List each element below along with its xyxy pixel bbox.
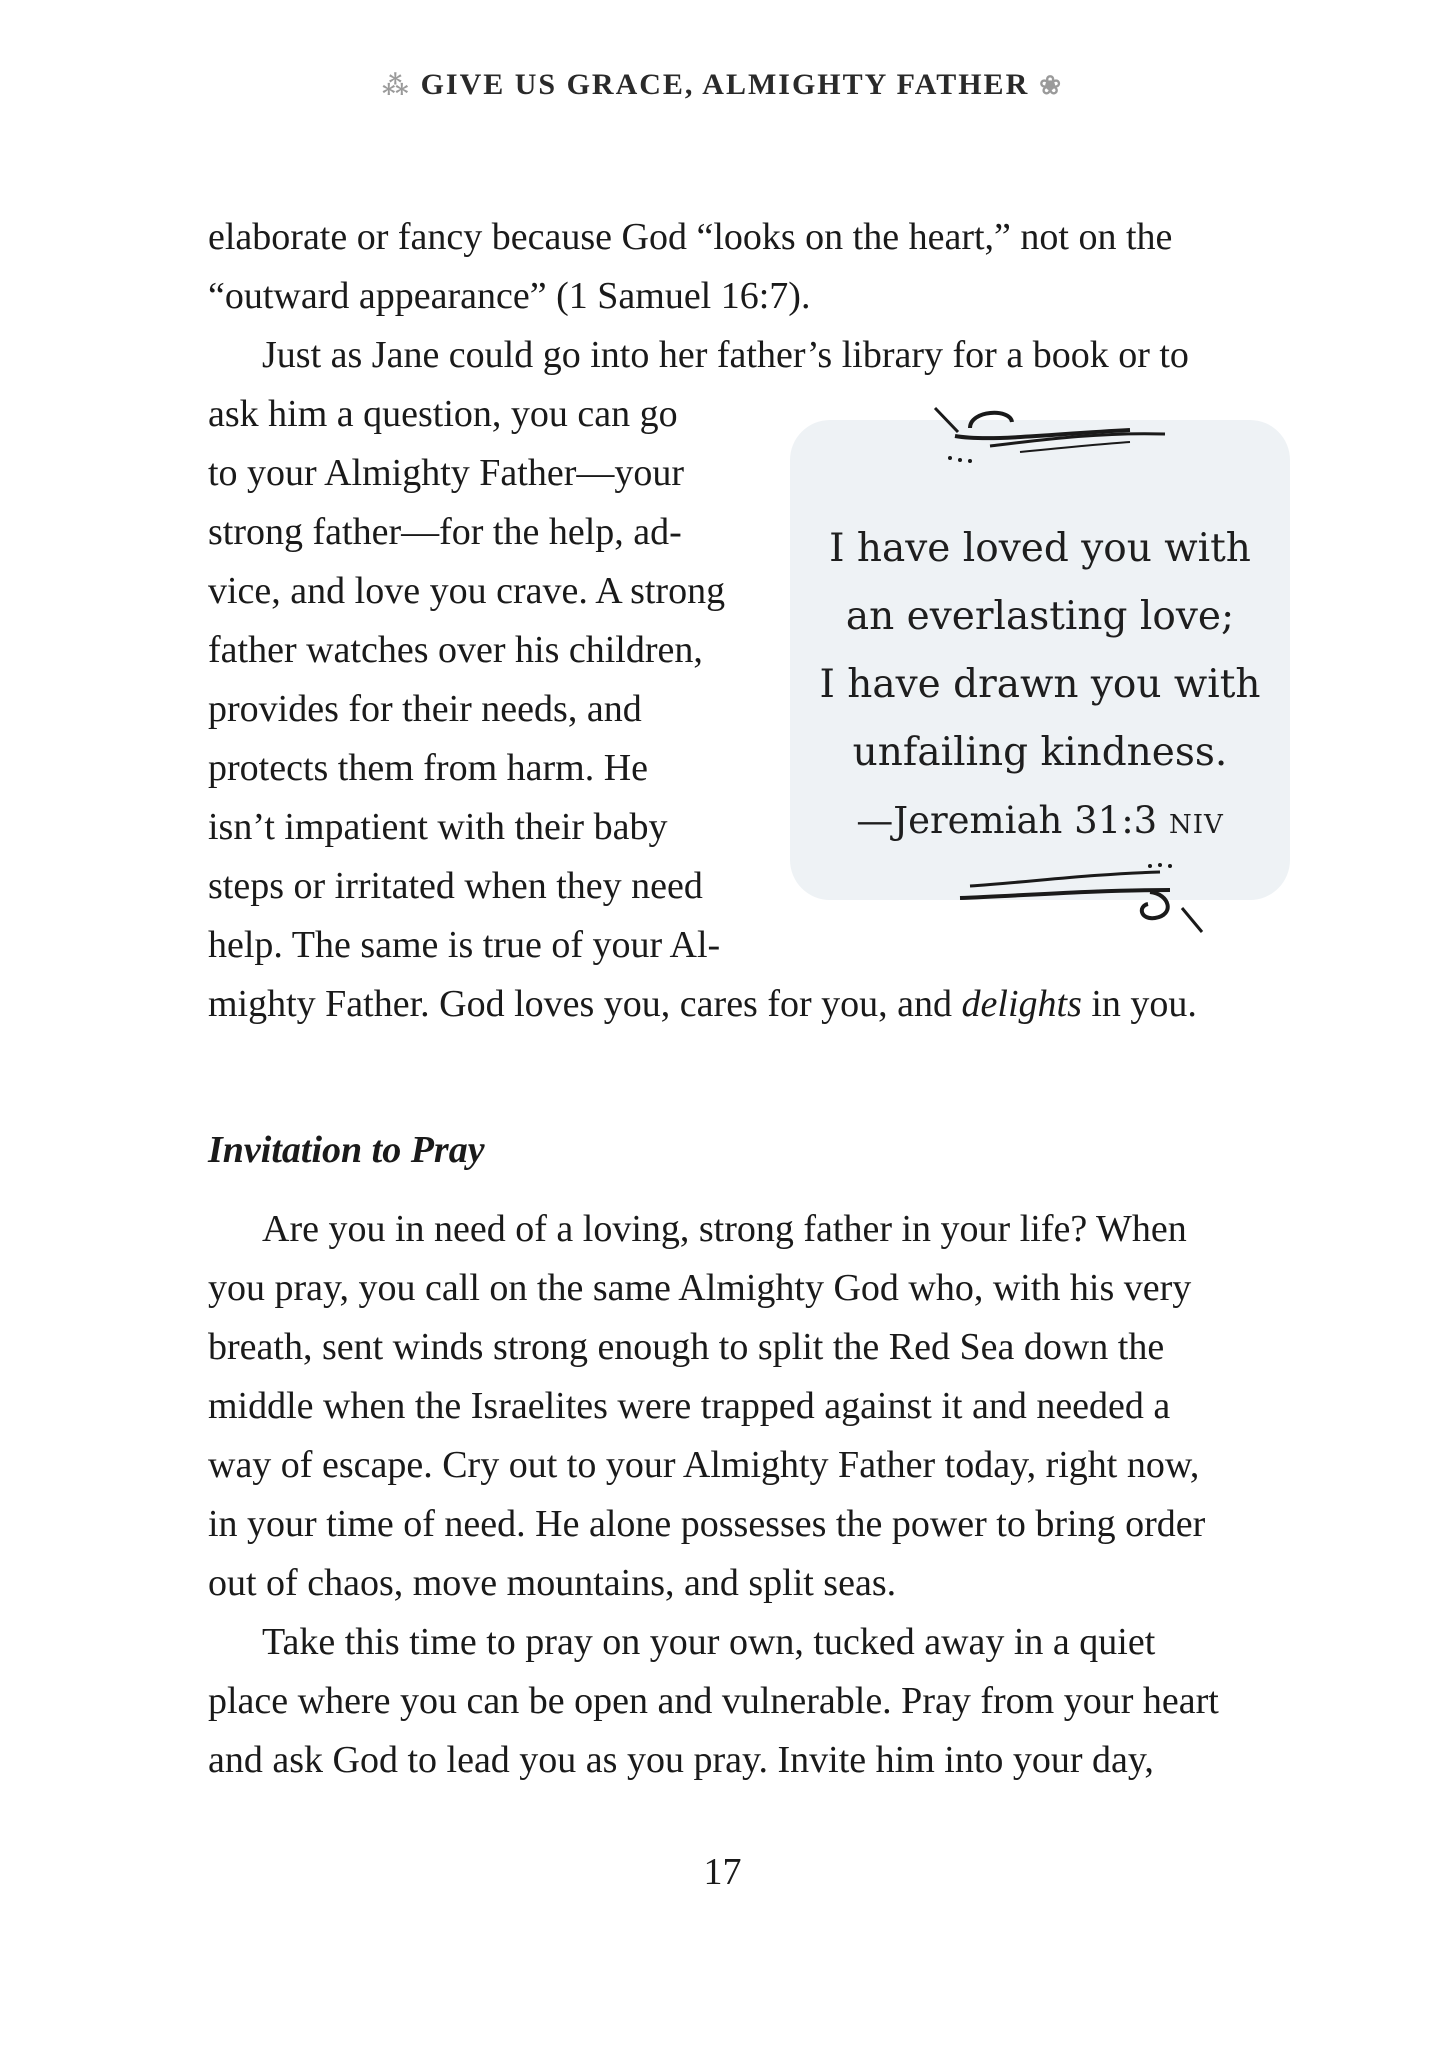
body-line: Take this time to pray on your own, tucked away in a quiet: [262, 1621, 1156, 1663]
wrap-line: provides for their needs, and: [208, 688, 642, 730]
quote-line: an everlasting love;: [845, 594, 1235, 639]
wrap-line: help. The same is true of your Al-: [208, 924, 721, 966]
bible-version: NIV: [1168, 810, 1224, 840]
body-line: you pray, you call on the same Almighty God who, with his very: [208, 1267, 1192, 1309]
wrap-line: father watches over his children,: [208, 629, 703, 671]
header-title: GIVE US GRACE, ALMIGHTY FATHER: [420, 68, 1030, 101]
body-line: [208, 975, 1260, 1034]
wrap-line: strong father—for the help, ad-: [208, 511, 682, 553]
reference-text: —Jeremiah 31:3: [856, 799, 1158, 842]
ornament-right-icon: ❀: [1039, 71, 1064, 100]
body-text: mighty Father. God loves you, cares for you, and: [208, 983, 962, 1025]
running-header: [0, 68, 1445, 102]
quote-line: I have drawn you with: [819, 662, 1261, 707]
quote-line: I have loved you with: [829, 526, 1251, 571]
body-line: Just as Jane could go into her father’s library for a book or to: [262, 334, 1189, 376]
body-line: in your time of need. He alone possesses the power to bring order: [208, 1503, 1206, 1545]
wrap-line: isn’t impatient with their baby: [208, 806, 668, 848]
body-line: place where you can be open and vulnerable. Pray from your heart: [208, 1680, 1219, 1722]
scripture-quote: [800, 515, 1280, 859]
body-line: out of chaos, move mountains, and split seas.: [208, 1562, 897, 1604]
quote-line: unfailing kindness.: [852, 730, 1228, 775]
body-line: “outward appearance” (1 Samuel 16:7).: [208, 275, 811, 317]
body-line: Are you in need of a loving, strong father in your life? When: [262, 1208, 1187, 1250]
emphasis-text: delights: [961, 983, 1082, 1025]
wrap-line: to your Almighty Father—your: [208, 452, 685, 494]
ornament-left-icon: ⁂: [381, 71, 411, 100]
flourish-bottom-icon: [950, 860, 1210, 940]
body-line: elaborate or fancy because God “looks on the heart,” not on the: [208, 216, 1173, 258]
body-line: breath, sent winds strong enough to split the Red Sea down the: [208, 1326, 1165, 1368]
body-line: middle when the Israelites were trapped against it and needed a: [208, 1385, 1171, 1427]
body-text: in you.: [1081, 983, 1197, 1025]
body-line: way of escape. Cry out to your Almighty Father today, right now,: [208, 1444, 1200, 1486]
body-line: and ask God to lead you as you pray. Invite him into your day,: [208, 1739, 1154, 1781]
wrap-line: vice, and love you crave. A strong: [208, 570, 726, 612]
scripture-reference: [800, 787, 1280, 859]
section-heading: Invitation to Pray: [208, 1129, 485, 1171]
flourish-top-icon: [930, 400, 1190, 470]
wrap-line: steps or irritated when they need: [208, 865, 703, 907]
page-number: 17: [703, 1851, 742, 1893]
wrap-line: ask him a question, you can go: [208, 393, 678, 435]
wrap-line: protects them from harm. He: [208, 747, 649, 789]
